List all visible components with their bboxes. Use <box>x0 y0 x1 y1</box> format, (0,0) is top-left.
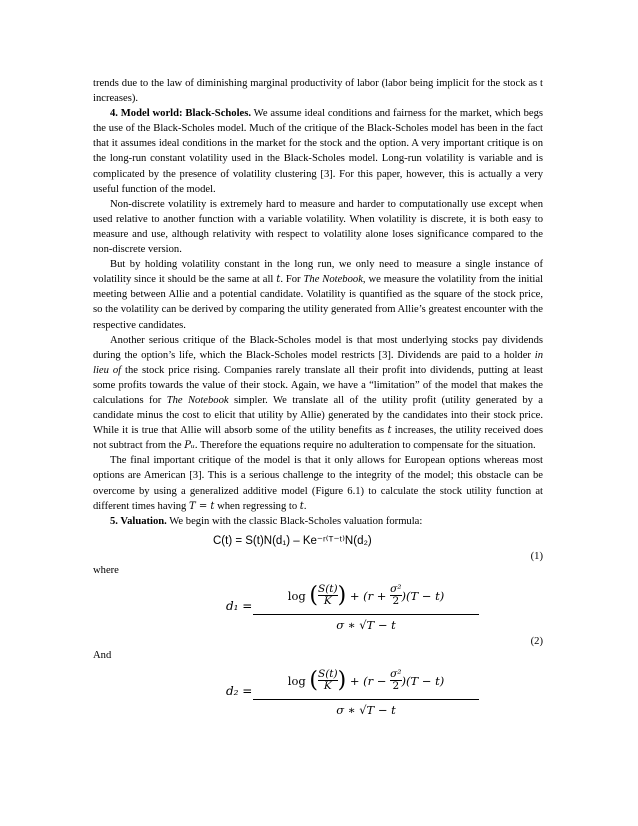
para6-text-c: . <box>303 500 307 512</box>
book-title: The Notebook <box>166 394 229 406</box>
para6-text-b: when regressing to <box>214 500 300 512</box>
paren-open: ( <box>309 582 319 608</box>
section-4-text: We assume ideal conditions and fairness for the market, which begs the use of the Black-Scholes model. Much of the critique of the Black-Scholes model has been in the fact that it assumes ideal conditions in the market for the stock and the option. A very important critique is on the long-run constant volatility used in the Black-Scholes model. Long-run volatility is variable and is complicated by the presence of volatility clustering [3]. For this paper, however, this is actually a very useful function of the model. <box>93 108 543 195</box>
para5-text-e: . Therefore the equations require no adulteration to compensate for the situation. <box>194 440 536 452</box>
para4-text-a: But by holding volatility constant in the long run, we only need to measure a single instance of volatility since it should be the same at all <box>93 259 543 286</box>
s-over-k <box>318 669 338 692</box>
sigma-squared: σ² <box>390 583 402 596</box>
var-t: t <box>299 500 304 512</box>
d1-denominator: σ ∗ √T − t <box>336 617 396 632</box>
page-body <box>93 76 543 721</box>
paren-open: ( <box>309 667 319 693</box>
r-plus: + (r + <box>349 588 387 603</box>
d2-numerator <box>251 663 481 699</box>
inline-equation: T = t <box>189 500 215 512</box>
para5-text-b: the stock price rising. Companies rarely translate all their profit into dividends, putting at least some profits towards the value of their stock. Again, we have a “limitation” of the model that makes the calculations for <box>93 364 543 406</box>
var-t: t <box>387 425 392 437</box>
d1-numerator <box>251 578 481 614</box>
black-scholes-formula: C(t) = S(t)N(d₁) – Ke⁻ʳ⁽ᵀ⁻ᵗ⁾N(d₂) <box>213 534 372 547</box>
two: 2 <box>392 595 400 608</box>
section-5-heading: 5. Valuation. <box>110 515 167 527</box>
para4-text-b: . For <box>280 274 304 286</box>
paragraph-4 <box>93 257 543 332</box>
log-label: log <box>287 588 306 603</box>
para6-text-a: The final important critique of the model is that it only allows for European options whereas most options are American [3]. This is a serious challenge to the integrity of the model; this obstacle can be overcome by using a generalized additive model (Figure 6.1) to calculate the stock utility function at different times having <box>93 455 543 512</box>
d2-lhs: d₂ = <box>226 683 253 698</box>
log-label: log <box>287 673 306 688</box>
paren-close: ) <box>337 667 347 693</box>
section-4-heading: 4. Model world: Black-Scholes. <box>110 108 252 120</box>
sigma-sq-over-2 <box>390 669 401 692</box>
para5-text-c: simpler. We translate all of the utility profit (utility generated by a candidate minus the cost to elicit that utility by Allie) generated by the candidates into their stock price. While it is true that Allie will absorb some of the utility benefits as <box>93 394 543 437</box>
two: 2 <box>392 680 400 693</box>
paragraph-5 <box>93 333 543 454</box>
section-4-paragraph <box>93 106 543 197</box>
k: K <box>323 595 332 608</box>
equation-2-number-row <box>93 636 543 650</box>
d2-denominator: σ ∗ √T − t <box>336 702 396 717</box>
s-of-t: S(t) <box>318 583 338 596</box>
d1-lhs: d₁ = <box>226 598 253 613</box>
paragraph-3 <box>93 197 543 257</box>
d1-fraction <box>251 578 481 635</box>
t-minus-t: )(T − t) <box>401 588 445 603</box>
equation-number-1: (1) <box>530 550 543 562</box>
paren-close: ) <box>337 582 347 608</box>
section-5-text: We begin with the classic Black-Scholes valuation formula: <box>166 515 423 527</box>
t-minus-t: )(T − t) <box>401 673 445 688</box>
and-label: And <box>93 649 112 661</box>
equation-1 <box>93 533 543 551</box>
para5-text-d: increases, the utility received does not subtract from the <box>93 425 543 452</box>
s-over-k <box>318 584 338 607</box>
var-t: t <box>276 274 281 286</box>
sigma-sq-over-2 <box>390 584 401 607</box>
equation-d2 <box>93 661 543 721</box>
equation-number-2: (2) <box>530 635 543 647</box>
book-title: The Notebook <box>303 274 363 286</box>
s-of-t: S(t) <box>318 668 338 681</box>
para3-text: Non-discrete volatility is extremely hard to measure and harder to computationally use except when used relative to another function with a variable volatility. When volatility is discrete, it is both easy to measure and use, although relativity with respect to volatility alone loses significance compared to the non-discrete version. <box>93 198 543 256</box>
where-label: where <box>93 564 119 576</box>
paragraph-1 <box>93 76 543 106</box>
para5-text-a: Another serious critique of the Black-Scholes model is that most underlying stocks pay dividends during the option’s life, which the Black-Scholes model restricts [3]. Dividends are paid to a holder <box>93 334 543 361</box>
equation-1-number-row <box>93 551 543 565</box>
phrase-in-lieu-of: in lieu of <box>93 349 543 376</box>
var-pu: Pᵤ <box>184 440 195 452</box>
sigma-squared: σ² <box>390 668 402 681</box>
para1-text: trends due to the law of diminishing marginal productivity of labor (labor being implicit for the stock as t increases). <box>93 78 543 105</box>
paragraph-6 <box>93 453 543 513</box>
r-minus: + (r − <box>349 673 387 688</box>
para4-text-c: , we measure the volatility from the initial meeting between Allie and a potential candidate. Volatility is quantified as the square of the stock price, so the volatility can be derived by comparing the utility generated from Allie’s greatest encounter with the respective candidates. <box>93 274 544 331</box>
equation-d1 <box>93 576 543 636</box>
d2-fraction <box>251 663 481 720</box>
section-5-paragraph <box>93 514 543 529</box>
k: K <box>323 680 332 693</box>
